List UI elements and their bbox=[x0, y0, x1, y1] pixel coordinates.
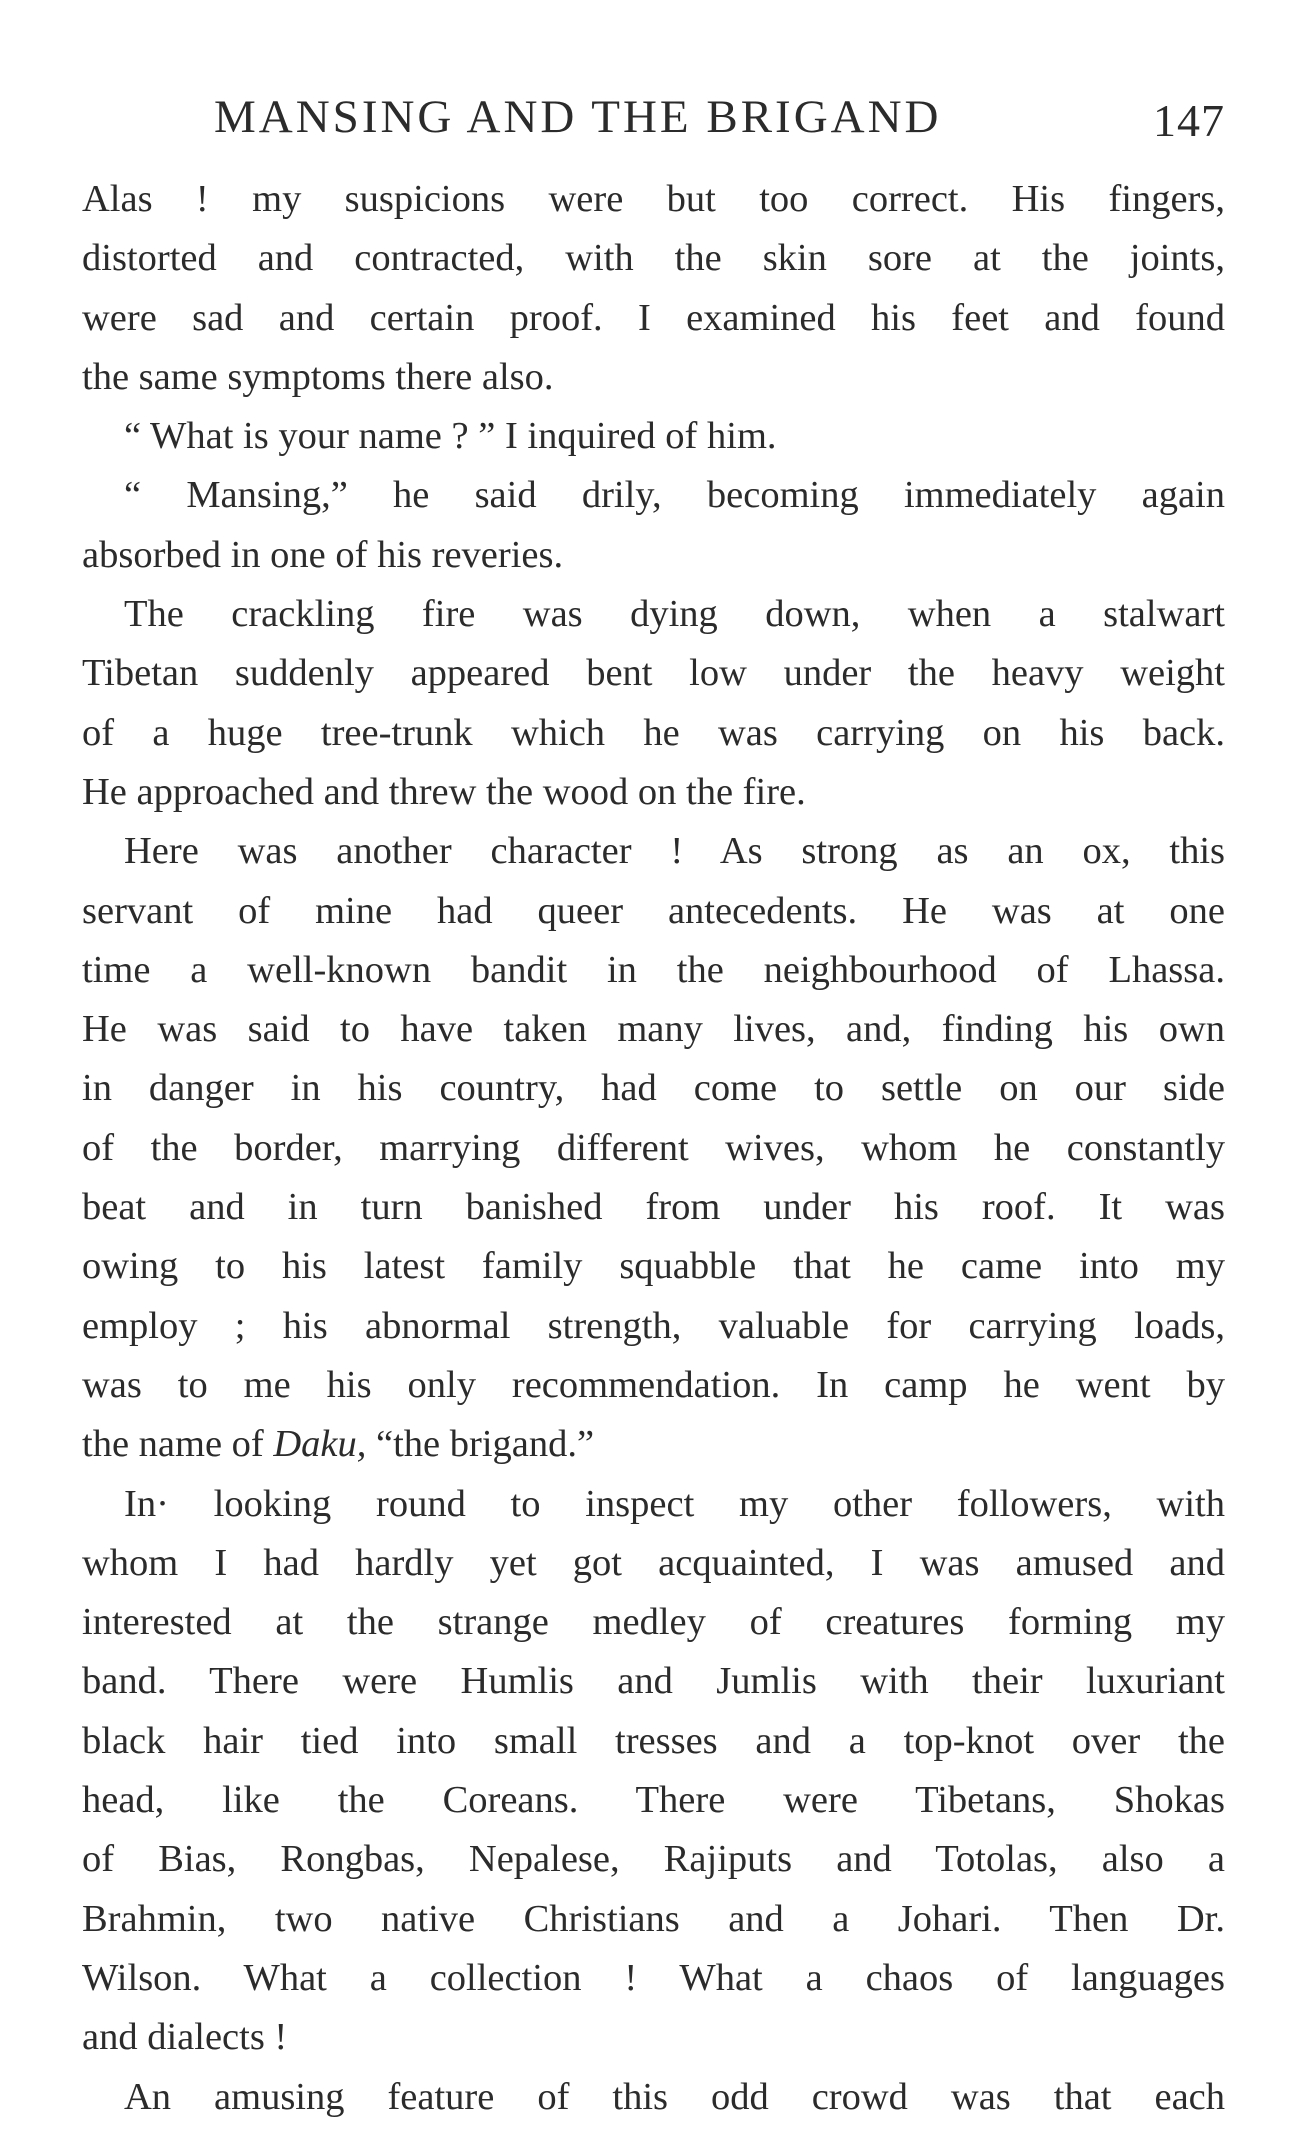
text-line: Wilson. What a collection ! What a chaos of languages bbox=[82, 1956, 1225, 1999]
text-line: owing to his latest family squabble that he came into my bbox=[82, 1245, 1225, 1288]
text-line: servant of mine had queer antecedents. He was at one bbox=[82, 889, 1225, 932]
text-line: “ Mansing,” he said drily, becoming immediately again bbox=[124, 474, 1225, 517]
text-segment: “the brigand.” bbox=[366, 1423, 595, 1466]
text-line: Here was another character ! As strong as an ox, this bbox=[124, 830, 1225, 873]
text-line: of the border, marrying different wives, whom he constantly bbox=[82, 1126, 1225, 1169]
text-line: beat and in turn banished from under his roof. It was bbox=[82, 1186, 1225, 1229]
text-line: band. There were Humlis and Jumlis with their luxuriant bbox=[82, 1660, 1225, 1703]
text-segment: the name of bbox=[82, 1423, 274, 1466]
text-line: time a well-known bandit in the neighbourhood of Lhassa. bbox=[82, 948, 1225, 991]
text-line: The crackling fire was dying down, when a stalwart bbox=[124, 593, 1225, 636]
text-line: were sad and certain proof. I examined his feet and found bbox=[82, 296, 1225, 339]
text-line: in danger in his country, had come to settle on our side bbox=[82, 1067, 1225, 1110]
text-line: of a huge tree-trunk which he was carrying on his back. bbox=[82, 711, 1225, 754]
text-line: whom I had hardly yet got acquainted, I was amused and bbox=[82, 1541, 1225, 1584]
text-line: An amusing feature of this odd crowd was that each bbox=[124, 2075, 1225, 2118]
running-title: MANSING AND THE BRIGAND bbox=[214, 91, 942, 143]
text-line: absorbed in one of his reveries. bbox=[82, 533, 564, 576]
text-line: He approached and threw the wood on the fire. bbox=[82, 770, 806, 813]
text-body bbox=[82, 170, 1225, 2127]
text-line: Alas ! my suspicions were but too correct. His fingers, bbox=[82, 178, 1225, 220]
text-line: Tibetan suddenly appeared bent low under the heavy weight bbox=[82, 652, 1225, 695]
text-line: head, like the Coreans. There were Tibetans, Shokas bbox=[82, 1779, 1225, 1822]
text-line bbox=[82, 1415, 1225, 1474]
italic-word: Daku, bbox=[273, 1423, 367, 1466]
text-line: He was said to have taken many lives, and, finding his own bbox=[82, 1008, 1225, 1051]
text-line: “ What is your name ? ” I inquired of him. bbox=[124, 415, 777, 458]
text-line: interested at the strange medley of creatures forming my bbox=[82, 1601, 1225, 1644]
text-line: In· looking round to inspect my other followers, with bbox=[124, 1482, 1225, 1525]
text-line: was to me his only recommendation. In camp he went by bbox=[82, 1363, 1225, 1406]
page-number: 147 bbox=[1153, 95, 1225, 146]
running-head bbox=[82, 82, 1225, 152]
text-line: black hair tied into small tresses and a top-knot over the bbox=[82, 1719, 1225, 1762]
text-line: employ ; his abnormal strength, valuable for carrying loads, bbox=[82, 1304, 1225, 1347]
text-line: of Bias, Rongbas, Nepalese, Rajiputs and Totolas, also a bbox=[82, 1838, 1225, 1881]
text-line: and dialects ! bbox=[82, 2016, 288, 2059]
text-line: the same symptoms there also. bbox=[82, 355, 554, 398]
text-line: Brahmin, two native Christians and a Johari. Then Dr. bbox=[82, 1897, 1225, 1940]
text-line: distorted and contracted, with the skin sore at the joints, bbox=[82, 237, 1225, 280]
